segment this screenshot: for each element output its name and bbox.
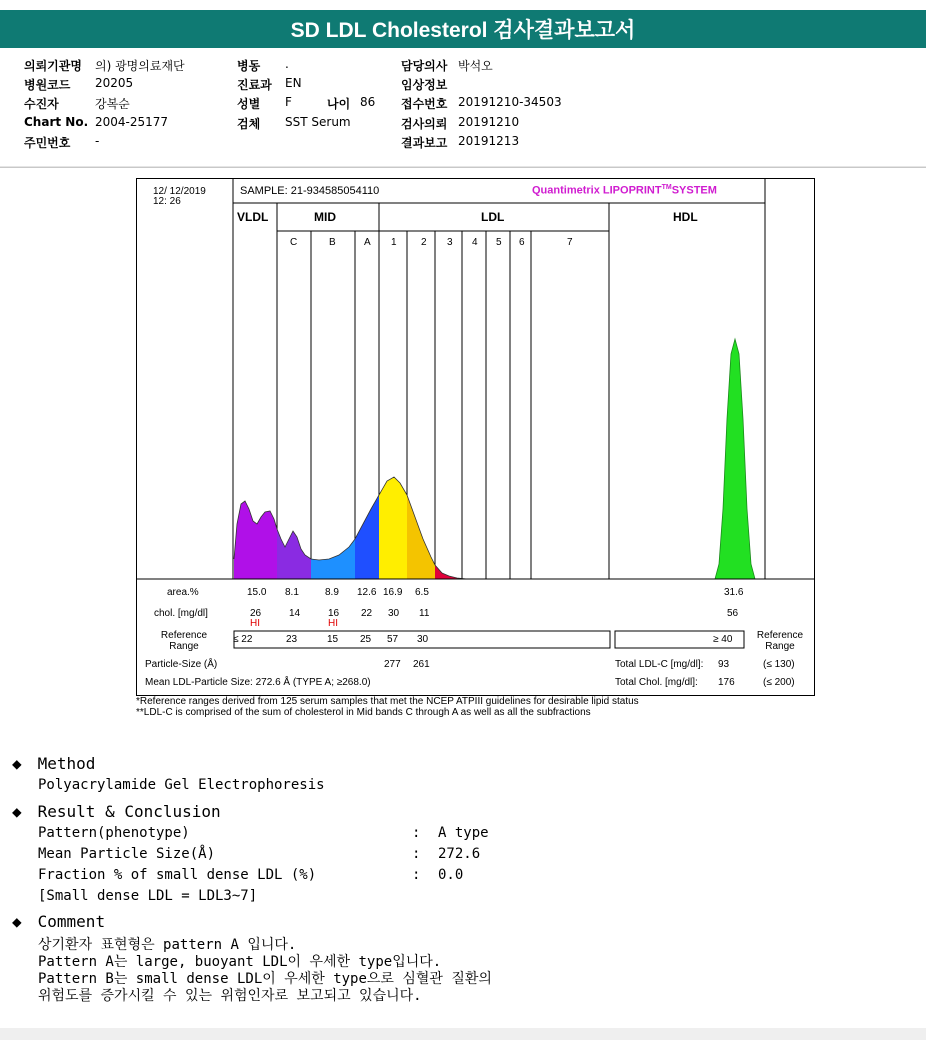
mid-a-peak [355, 495, 379, 579]
comment-line-2: Pattern A는 large, buoyant LDL이 우세한 type입니다. [38, 954, 442, 970]
info-hospital-code: 병원코드 [24, 78, 71, 92]
band-4: 4 [472, 237, 478, 248]
info-specimen: 검체 [237, 117, 261, 131]
ref-a: 25 [360, 634, 372, 645]
report-date: 12/ 12/2019 [153, 186, 206, 197]
result-note: [Small dense LDL = LDL3~7] [38, 888, 258, 904]
group-mid: MID [314, 210, 336, 224]
report-title: SD LDL Cholesterol 검사결과보고서 [0, 10, 926, 48]
info-resident-no: 주민번호 [24, 136, 71, 150]
chol-2: 11 [419, 608, 430, 619]
band-c: C [290, 237, 298, 248]
info-doctor: 담당의사 [401, 59, 448, 73]
area-2: 6.5 [415, 587, 429, 598]
ldl3-peak [435, 565, 462, 579]
total-ldl-value: 93 [718, 659, 730, 670]
result-label-fraction: Fraction % of small dense LDL (%) [38, 867, 317, 883]
mid-c-peak [277, 529, 311, 579]
hdl-peak [715, 339, 755, 579]
info-chart-no: Chart No. [24, 115, 89, 129]
mean-ldl-size: Mean LDL-Particle Size: 272.6 Å (TYPE A; ≥268.0) [145, 677, 371, 688]
ref-b: 15 [327, 634, 339, 645]
chol-hdl: 56 [727, 608, 739, 619]
info-department-value: EN [285, 76, 302, 90]
comment-heading: ◆ Comment [12, 912, 106, 931]
area-1: 16.9 [383, 587, 403, 598]
band-7: 7 [567, 237, 573, 248]
particle-size-1: 277 [384, 659, 401, 670]
result-colon: : [412, 846, 421, 862]
bottom-bar [0, 1028, 926, 1040]
ref-2: 30 [417, 634, 429, 645]
result-heading: ◆ Result & Conclusion [12, 802, 221, 821]
info-age: 나이 [327, 97, 351, 111]
particle-size-2: 261 [413, 659, 430, 670]
info-ward-value: . [285, 57, 289, 71]
area-vldl: 15.0 [247, 587, 267, 598]
chol-vldl: 26 [250, 608, 262, 619]
result-value-pattern: A type [438, 825, 489, 841]
info-receipt-no-value: 20191210-34503 [458, 95, 562, 109]
hi-flag-vldl: HI [250, 618, 260, 629]
comment-line-3: Pattern B는 small dense LDL이 우세한 type으로 심혈관 질환의 [38, 971, 492, 987]
info-clinical: 임상정보 [401, 78, 448, 92]
diamond-bullet-icon: ◆ [12, 754, 22, 773]
diamond-bullet-icon: ◆ [12, 912, 22, 931]
sample-id: SAMPLE: 21-934585054110 [240, 185, 380, 197]
diamond-bullet-icon: ◆ [12, 802, 22, 821]
result-label-size: Mean Particle Size(Å) [38, 846, 216, 862]
method-text: Polyacrylamide Gel Electrophoresis [38, 777, 325, 793]
method-heading: ◆ Method [12, 754, 96, 773]
total-chol-value: 176 [718, 677, 735, 688]
info-patient: 수진자 [24, 97, 59, 111]
info-specimen-value: SST Serum [285, 115, 351, 129]
brand: Quantimetrix LIPOPRINT™SYSTEM [532, 184, 717, 197]
result-value-size: 272.6 [438, 846, 481, 862]
info-department: 진료과 [237, 78, 272, 92]
band-2: 2 [421, 237, 427, 248]
ref-1: 57 [387, 634, 399, 645]
info-sex-value: F [285, 95, 292, 109]
total-ldl-label: Total LDL-C [mg/dl]: [615, 659, 704, 670]
ref-vldl: ≤ 22 [233, 634, 253, 645]
report-time: 12: 26 [153, 196, 181, 207]
info-patient-value: 강복순 [95, 97, 130, 111]
ref-c: 23 [286, 634, 298, 645]
band-3: 3 [447, 237, 453, 248]
chol-c: 14 [289, 608, 301, 619]
info-sex: 성별 [237, 97, 261, 111]
info-receipt-no: 접수번호 [401, 97, 448, 111]
info-chart-no-value: 2004-25177 [95, 115, 169, 129]
particle-size-label: Particle-Size (Å) [145, 659, 218, 670]
lipoprint-report [136, 178, 815, 696]
band-5: 5 [496, 237, 502, 248]
footnote-1: *Reference ranges derived from 125 serum samples that met the NCEP ATPIII guidelines for desirable lipid status [136, 696, 639, 707]
area-c: 8.1 [285, 587, 299, 598]
electrophoresis-chart [137, 179, 814, 695]
comment-line-4: 위험도를 증가시킬 수 있는 위험인자로 보고되고 있습니다. [38, 988, 422, 1004]
chol-1: 30 [388, 608, 400, 619]
result-value-fraction: 0.0 [438, 867, 464, 883]
info-hospital-code-value: 20205 [95, 76, 134, 90]
total-chol-label: Total Chol. [mg/dl]: [615, 677, 698, 688]
result-label-pattern: Pattern(phenotype) [38, 825, 190, 841]
info-doctor-value: 박석오 [458, 59, 493, 73]
divider [0, 166, 926, 167]
info-institution: 의뢰기관명 [24, 59, 82, 73]
ldl1-peak [379, 477, 407, 579]
ref-hdl: ≥ 40 [713, 634, 733, 645]
ref-label-right: Reference Range [756, 630, 804, 652]
hi-flag-b: HI [328, 618, 338, 629]
info-request-date: 검사의뢰 [401, 117, 448, 131]
total-ldl-ref: (≤ 130) [763, 659, 795, 670]
band-1: 1 [391, 237, 397, 248]
result-colon: : [412, 867, 421, 883]
area-a: 12.6 [357, 587, 377, 598]
chol-label: chol. [mg/dl] [154, 608, 208, 619]
band-b: B [329, 237, 336, 248]
chol-a: 22 [361, 608, 373, 619]
area-b: 8.9 [325, 587, 339, 598]
info-age-value: 86 [360, 95, 376, 109]
total-chol-ref: (≤ 200) [763, 677, 795, 688]
area-label: area.% [167, 587, 199, 598]
group-ldl: LDL [481, 210, 505, 224]
footnote-2: **LDL-C is comprised of the sum of cholesterol in Mid bands C through A as well as all the subfractions [136, 707, 591, 718]
info-ward: 병동 [237, 59, 261, 73]
band-6: 6 [519, 237, 525, 248]
comment-line-1: 상기환자 표현형은 pattern A 입니다. [38, 937, 297, 953]
info-report-date: 결과보고 [401, 136, 448, 150]
ref-label: Reference Range [160, 630, 208, 652]
info-institution-value: 의) 광명의료재단 [95, 59, 185, 73]
group-vldl: VLDL [237, 210, 269, 224]
info-request-date-value: 20191210 [458, 115, 520, 129]
band-a: A [364, 237, 371, 248]
patient-info [0, 54, 926, 168]
area-hdl: 31.6 [724, 587, 744, 598]
info-resident-no-value: - [95, 134, 100, 148]
group-hdl: HDL [673, 210, 698, 224]
result-colon: : [412, 825, 421, 841]
chol-b: 16 [328, 608, 340, 619]
info-report-date-value: 20191213 [458, 134, 520, 148]
mid-b-peak [311, 539, 355, 579]
